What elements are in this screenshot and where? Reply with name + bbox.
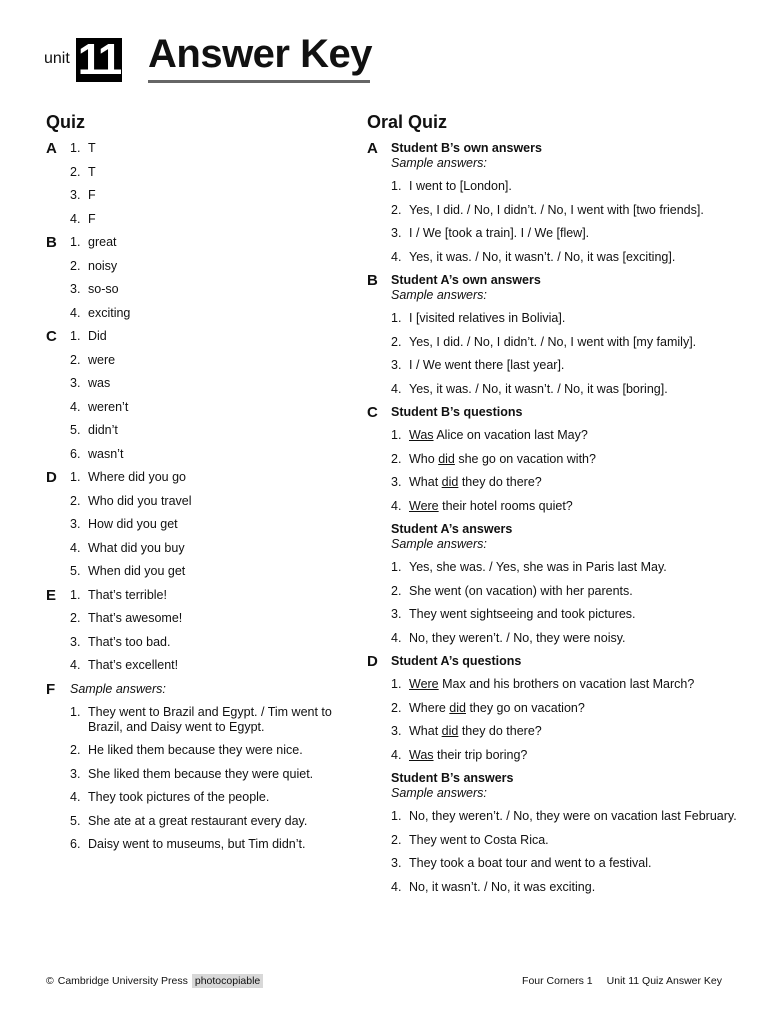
question-lead: What: [409, 475, 442, 489]
answer-list: [391, 560, 737, 646]
item-text: [409, 748, 527, 763]
list-item: [391, 226, 737, 241]
page-label: Unit 11 Quiz Answer Key: [606, 975, 722, 987]
item-text: They took pictures of the people.: [88, 790, 270, 804]
list-item: [70, 353, 346, 368]
item-number: 1.: [70, 235, 81, 249]
item-text: wasn’t: [88, 446, 124, 461]
list-item: [391, 250, 737, 265]
item-text: [409, 475, 542, 490]
item-number: 4.: [70, 305, 81, 320]
item-text: Did: [88, 329, 107, 343]
item-text: Daisy went to museums, but Tim didn’t.: [88, 837, 306, 851]
item-text: [409, 499, 573, 514]
question-list: [391, 428, 737, 514]
item-number: 6.: [70, 837, 81, 851]
item-text: great: [88, 235, 117, 249]
section-letter: F: [46, 680, 56, 698]
section-letter: C: [46, 328, 57, 345]
oral-section-c: [367, 405, 737, 646]
item-number: 3.: [391, 856, 402, 870]
question-rest: Max and his brothers on vacation last March?: [438, 677, 695, 691]
item-number: 1.: [70, 329, 81, 343]
list-item: [70, 564, 346, 579]
item-text: T: [88, 141, 96, 155]
quiz-section-a: [46, 141, 346, 227]
item-number: 2.: [391, 700, 402, 715]
list-item: [70, 743, 346, 758]
list-item: [70, 767, 346, 782]
unit-label: unit: [44, 50, 70, 67]
sample-answers-label: Sample answers:: [391, 537, 487, 551]
section-title: Student A’s questions: [391, 654, 522, 668]
list-item: [391, 203, 737, 218]
item-number: 1.: [70, 470, 81, 484]
underlined-word: Was: [409, 428, 434, 442]
item-number: 2.: [70, 164, 81, 179]
answer-list: [70, 588, 346, 674]
section-body: [391, 273, 737, 397]
item-number: 6.: [70, 446, 81, 461]
list-item: [70, 814, 346, 829]
item-number: 2.: [70, 611, 81, 625]
item-text: She ate at a great restaurant every day.: [88, 813, 308, 828]
item-number: 1.: [391, 311, 402, 325]
list-item: [70, 141, 346, 156]
item-number: 3.: [391, 475, 402, 489]
question-rest: they do there?: [458, 475, 542, 489]
item-number: 3.: [70, 517, 81, 531]
item-text: Yes, she was. / Yes, she was in Paris last May.: [409, 560, 667, 574]
underlined-word: Were: [409, 498, 439, 513]
quiz-sections: [46, 141, 346, 852]
section-body: [70, 682, 346, 853]
answers-title: Student B’s answers: [391, 771, 514, 785]
item-number: 2.: [391, 832, 402, 847]
item-text: Who did you travel: [88, 493, 192, 508]
section-letter: B: [46, 234, 57, 251]
sample-answers-label: Sample answers:: [70, 681, 166, 696]
section-body: [70, 141, 346, 227]
list-item: [391, 607, 737, 622]
oral-quiz-sections: [367, 141, 737, 895]
section-body: [70, 588, 346, 674]
answer-list: [70, 141, 346, 227]
item-text: That’s excellent!: [88, 658, 179, 672]
item-number: 3.: [391, 226, 402, 240]
item-number: 5.: [70, 813, 81, 828]
item-number: 2.: [391, 202, 402, 217]
answer-list: [391, 179, 737, 265]
item-text: I / We went there [last year].: [409, 358, 565, 372]
list-item: [391, 335, 737, 350]
item-number: 4.: [391, 879, 402, 894]
list-item: [70, 588, 346, 603]
list-item: [70, 188, 346, 203]
item-text: Yes, it was. / No, it wasn’t. / No, it was [exciting].: [409, 249, 676, 264]
question-list: [391, 677, 737, 763]
item-text: [409, 428, 588, 443]
underlined-word: did: [441, 475, 459, 489]
list-item: [391, 677, 737, 692]
item-number: 2.: [70, 493, 81, 508]
list-item: [391, 475, 737, 490]
list-item: [70, 837, 346, 852]
sample-answers-label: Sample answers:: [391, 156, 487, 170]
item-text: was: [88, 376, 111, 390]
sample-answers-label: Sample answers:: [391, 786, 487, 800]
item-number: 1.: [391, 677, 402, 691]
list-item: [70, 790, 346, 805]
list-item: [70, 611, 346, 626]
item-text: Yes, I did. / No, I didn’t. / No, I went with [two friends].: [409, 202, 704, 217]
item-text: didn’t: [88, 423, 118, 437]
section-body: [391, 405, 737, 646]
item-number: 3.: [70, 282, 81, 296]
list-item: [70, 517, 346, 532]
item-number: 1.: [70, 587, 81, 602]
section-letter: A: [46, 140, 57, 157]
item-text: No, they weren’t. / No, they were noisy.: [409, 630, 626, 645]
item-text: They went to Brazil and Egypt. / Tim went to Brazil, and Daisy went to Egypt.: [88, 704, 332, 734]
item-text: Yes, it was. / No, it wasn’t. / No, it was [boring].: [409, 381, 668, 396]
list-item: [391, 428, 737, 443]
item-text: He liked them because they were nice.: [88, 743, 303, 757]
section-body: [391, 654, 737, 895]
item-number: 4.: [391, 498, 402, 513]
item-number: 2.: [391, 334, 402, 349]
list-item: [391, 382, 737, 397]
item-number: 4.: [70, 399, 81, 414]
underlined-word: Was: [409, 747, 434, 762]
item-number: 1.: [391, 428, 402, 442]
item-number: 5.: [70, 423, 81, 437]
item-text: F: [88, 188, 96, 202]
item-text: Where did you go: [88, 470, 186, 484]
answer-list: [391, 809, 737, 895]
list-item: [70, 235, 346, 250]
oral-section-d: [367, 654, 737, 895]
footer-right: [508, 975, 722, 987]
item-number: 4.: [70, 658, 81, 672]
list-item: [70, 494, 346, 509]
item-number: 1.: [70, 704, 81, 719]
section-body: [70, 235, 346, 321]
section-letter: D: [367, 653, 378, 670]
quiz-column: [46, 112, 346, 861]
item-number: 4.: [391, 747, 402, 762]
list-item: [391, 701, 737, 716]
item-number: 4.: [70, 211, 81, 226]
page-title: Answer Key: [148, 32, 372, 76]
answer-list: [391, 311, 737, 397]
publisher-name: Cambridge University Press: [57, 975, 188, 987]
section-letter: E: [46, 586, 57, 604]
question-lead: Who: [409, 451, 439, 466]
item-text: That’s too bad.: [88, 634, 171, 649]
answer-list: [70, 329, 346, 462]
item-number: 3.: [391, 607, 402, 621]
quiz-heading: Quiz: [46, 112, 85, 132]
section-title: Student B’s questions: [391, 405, 523, 419]
unit-number-badge: 11: [77, 35, 121, 84]
item-text: No, they weren’t. / No, they were on vacation last February.: [409, 809, 737, 823]
section-title: Student A’s own answers: [391, 273, 541, 287]
page-header: [44, 32, 374, 88]
item-text: How did you get: [88, 517, 178, 531]
list-item: [391, 311, 737, 326]
list-item: [391, 880, 737, 895]
question-rest: she go on vacation with?: [454, 451, 596, 466]
footer-left: [46, 975, 263, 987]
item-text: She went (on vacation) with her parents.: [409, 583, 633, 598]
item-number: 3.: [391, 724, 402, 738]
section-letter: D: [46, 469, 57, 486]
item-text: [409, 677, 694, 692]
item-number: 3.: [391, 358, 402, 372]
list-item: [391, 499, 737, 514]
quiz-section-d: [46, 470, 346, 579]
quiz-section-b: [46, 235, 346, 321]
list-item: [70, 306, 346, 321]
section-letter: B: [367, 272, 378, 289]
item-number: 5.: [70, 564, 81, 578]
section-body: [70, 470, 346, 579]
item-number: 4.: [391, 381, 402, 396]
item-number: 3.: [70, 376, 81, 390]
oral-section-b: [367, 273, 737, 397]
list-item: [70, 329, 346, 344]
item-number: 2.: [70, 258, 81, 273]
list-item: [391, 856, 737, 871]
item-number: 3.: [70, 766, 81, 781]
list-item: [391, 833, 737, 848]
item-text: were: [88, 352, 116, 367]
item-text: so-so: [88, 282, 119, 296]
underlined-word: Were: [409, 677, 439, 691]
list-item: [70, 282, 346, 297]
list-item: [391, 748, 737, 763]
oral-quiz-column: [367, 112, 737, 903]
item-text: weren’t: [88, 399, 129, 414]
list-item: [70, 165, 346, 180]
list-item: [70, 541, 346, 556]
item-text: They went to Costa Rica.: [409, 832, 549, 847]
item-text: No, it wasn’t. / No, it was exciting.: [409, 879, 596, 894]
item-number: 1.: [391, 179, 402, 193]
list-item: [391, 358, 737, 373]
item-text: F: [88, 211, 96, 226]
sample-answers-label: Sample answers:: [391, 288, 487, 302]
underlined-word: did: [438, 451, 455, 466]
copyright-symbol: ©: [46, 975, 54, 987]
list-item: [391, 631, 737, 646]
item-number: 4.: [70, 540, 81, 555]
list-item: [391, 179, 737, 194]
book-title: Four Corners 1: [522, 975, 593, 987]
list-item: [391, 584, 737, 599]
title-spacer: [391, 420, 737, 428]
question-rest: they do there?: [458, 724, 542, 738]
section-body: [70, 329, 346, 462]
item-text: I [visited relatives in Bolivia].: [409, 311, 566, 325]
list-item: [70, 635, 346, 650]
item-number: 2.: [70, 743, 81, 757]
title-spacer: [391, 669, 737, 677]
list-item: [70, 658, 346, 673]
list-item: [70, 212, 346, 227]
item-text: exciting: [88, 305, 131, 320]
list-item: [391, 809, 737, 824]
list-item: [70, 423, 346, 438]
question-rest: their trip boring?: [433, 747, 528, 762]
list-item: [391, 452, 737, 467]
item-number: 2.: [391, 583, 402, 598]
item-number: 4.: [70, 790, 81, 804]
item-number: 3.: [70, 634, 81, 649]
item-number: 2.: [70, 352, 81, 367]
quiz-section-c: [46, 329, 346, 462]
item-text: When did you get: [88, 564, 186, 578]
item-text: [409, 724, 542, 739]
list-item: [70, 470, 346, 485]
question-rest: they go on vacation?: [465, 700, 585, 715]
item-number: 4.: [391, 249, 402, 264]
item-text: noisy: [88, 258, 118, 273]
section-title: Student B’s own answers: [391, 141, 542, 155]
list-item: [391, 560, 737, 575]
question-rest: Alice on vacation last May?: [433, 428, 588, 442]
list-item: [391, 724, 737, 739]
section-body: [391, 141, 737, 265]
answer-list: [70, 705, 346, 853]
oral-quiz-heading: Oral Quiz: [367, 112, 448, 132]
question-lead: What: [409, 724, 442, 738]
photocopiable-badge: photocopiable: [192, 974, 263, 988]
list-item: [70, 259, 346, 274]
answer-list: [70, 470, 346, 579]
item-number: 1.: [70, 141, 81, 155]
quiz-section-f: [46, 682, 346, 853]
section-letter: A: [367, 140, 378, 157]
underlined-word: did: [441, 724, 459, 738]
item-number: 1.: [391, 560, 402, 574]
list-item: [70, 400, 346, 415]
item-text: What did you buy: [88, 540, 185, 555]
answers-title: Student A’s answers: [391, 522, 513, 536]
question-lead: Where: [409, 700, 450, 715]
item-text: [409, 452, 596, 467]
item-number: 2.: [391, 451, 402, 466]
oral-section-a: [367, 141, 737, 265]
item-text: T: [88, 164, 96, 179]
quiz-section-e: [46, 588, 346, 674]
item-text: That’s awesome!: [88, 611, 183, 625]
section-letter: C: [367, 404, 378, 421]
item-number: 3.: [70, 188, 81, 202]
item-number: 1.: [391, 809, 402, 823]
question-rest: their hotel rooms quiet?: [438, 498, 573, 513]
item-text: [409, 701, 585, 716]
list-item: [70, 447, 346, 462]
item-text: I went to [London].: [409, 179, 512, 193]
item-number: 4.: [391, 630, 402, 645]
item-text: That’s terrible!: [88, 587, 167, 602]
item-text: I / We [took a train]. I / We [flew].: [409, 226, 590, 240]
list-item: [70, 705, 346, 735]
answer-list: [70, 235, 346, 321]
title-underline: [148, 80, 370, 83]
item-text: Yes, I did. / No, I didn’t. / No, I went with [my family].: [409, 334, 697, 349]
item-text: She liked them because they were quiet.: [88, 766, 314, 781]
underlined-word: did: [449, 700, 466, 715]
item-text: They went sightseeing and took pictures.: [409, 607, 636, 621]
item-text: They took a boat tour and went to a festival.: [409, 856, 652, 870]
list-item: [70, 376, 346, 391]
